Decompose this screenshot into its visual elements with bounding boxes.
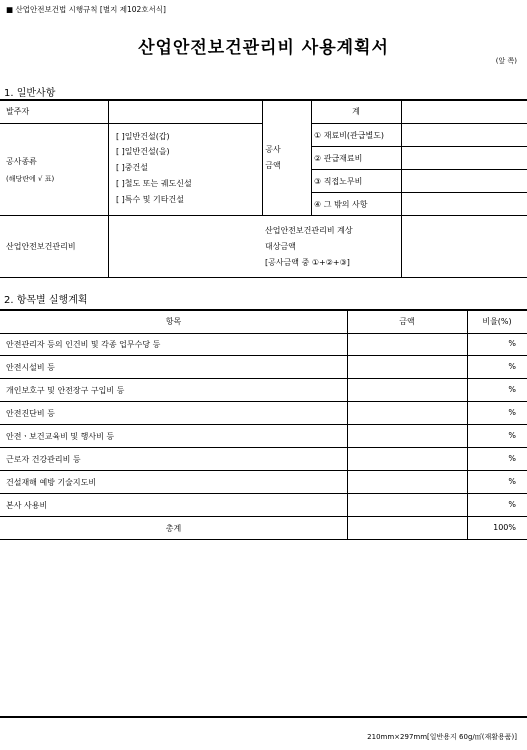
construction-type-option[interactable]: [ ]일반건설(을)	[116, 147, 170, 156]
calc-basis-label-1: 산업안전보건관리비 계상	[265, 226, 353, 235]
table-row-ratio[interactable]: %	[508, 454, 516, 463]
construction-amount-label-2: 금액	[265, 161, 281, 170]
paper-spec-note: 210mm×297mm[일반용지 60g/㎡(재활용품)]	[367, 733, 517, 741]
column-header-ratio: 비율(%)	[482, 317, 512, 326]
client-label: 발주자	[6, 107, 30, 116]
column-header-item: 항목	[165, 317, 182, 326]
table-row-item: 근로자 건강관리비 등	[6, 455, 81, 464]
table-row-ratio[interactable]: %	[508, 362, 516, 371]
column-header-amount: 금액	[399, 317, 415, 326]
construction-type-label: 공사종류	[6, 157, 37, 166]
amount-item-label: ④ 그 밖의 사항	[314, 200, 368, 209]
table-row-ratio[interactable]: %	[508, 339, 516, 348]
table-row-item: 개인보호구 및 안전장구 구입비 등	[6, 386, 125, 395]
construction-amount-label-1: 공사	[265, 145, 281, 154]
table-row-ratio[interactable]: %	[508, 477, 516, 486]
table-row-ratio[interactable]: %	[508, 385, 516, 394]
construction-type-option[interactable]: [ ]중건설	[116, 163, 148, 172]
total-label: 총계	[165, 524, 182, 533]
construction-type-option[interactable]: [ ]특수 및 기타건설	[116, 195, 184, 204]
total-ratio: 100%	[493, 523, 516, 532]
amount-item-label: ② 관급재료비	[314, 154, 363, 163]
document-title: 산업안전보건관리비 사용계획서	[138, 38, 389, 58]
table-row-ratio[interactable]: %	[508, 500, 516, 509]
table-row-ratio[interactable]: %	[508, 431, 516, 440]
table-row-item: 안전시설비 등	[6, 363, 55, 372]
amount-item-label: ① 재료비(관급별도)	[314, 131, 385, 140]
page-side-label: (앞 쪽)	[495, 57, 517, 65]
table-row-item: 건설재해 예방 기술지도비	[6, 478, 97, 487]
calc-basis-label-2: 대상금액	[265, 242, 296, 251]
amount-total-label: 계	[352, 107, 360, 116]
calc-basis-label-3: [공사금액 중 ①+②+③]	[265, 258, 350, 267]
mgmt-cost-label: 산업안전보건관리비	[6, 242, 76, 251]
form-reference-note: ■ 산업안전보건법 시행규칙 [별지 제102호서식]	[6, 5, 166, 14]
amount-total-field[interactable]	[403, 101, 525, 122]
table-row-item: 안전관리자 등의 인건비 및 각종 업무수당 등	[6, 340, 161, 349]
construction-type-option[interactable]: [ ]일반건설(갑)	[116, 132, 170, 141]
client-value-field[interactable]	[110, 101, 260, 122]
construction-type-hint: (해당란에 √ 표)	[6, 175, 55, 183]
table-row-ratio[interactable]: %	[508, 408, 516, 417]
table-row-item: 안전진단비 등	[6, 409, 55, 418]
total-amount-field[interactable]	[349, 518, 465, 538]
amount-item-label: ③ 직접노무비	[314, 177, 363, 186]
section-plan-title: 2. 항목별 실행계획	[4, 295, 88, 306]
table-row-item: 본사 사용비	[6, 501, 48, 510]
section-general-title: 1. 일반사항	[4, 88, 56, 99]
table-row-item: 안전ㆍ보건교육비 및 행사비 등	[6, 432, 115, 441]
mgmt-cost-field[interactable]	[110, 217, 260, 275]
footer-divider	[0, 716, 527, 718]
construction-type-option[interactable]: [ ]철도 또는 궤도신설	[116, 179, 192, 188]
calc-basis-field[interactable]	[403, 217, 525, 275]
